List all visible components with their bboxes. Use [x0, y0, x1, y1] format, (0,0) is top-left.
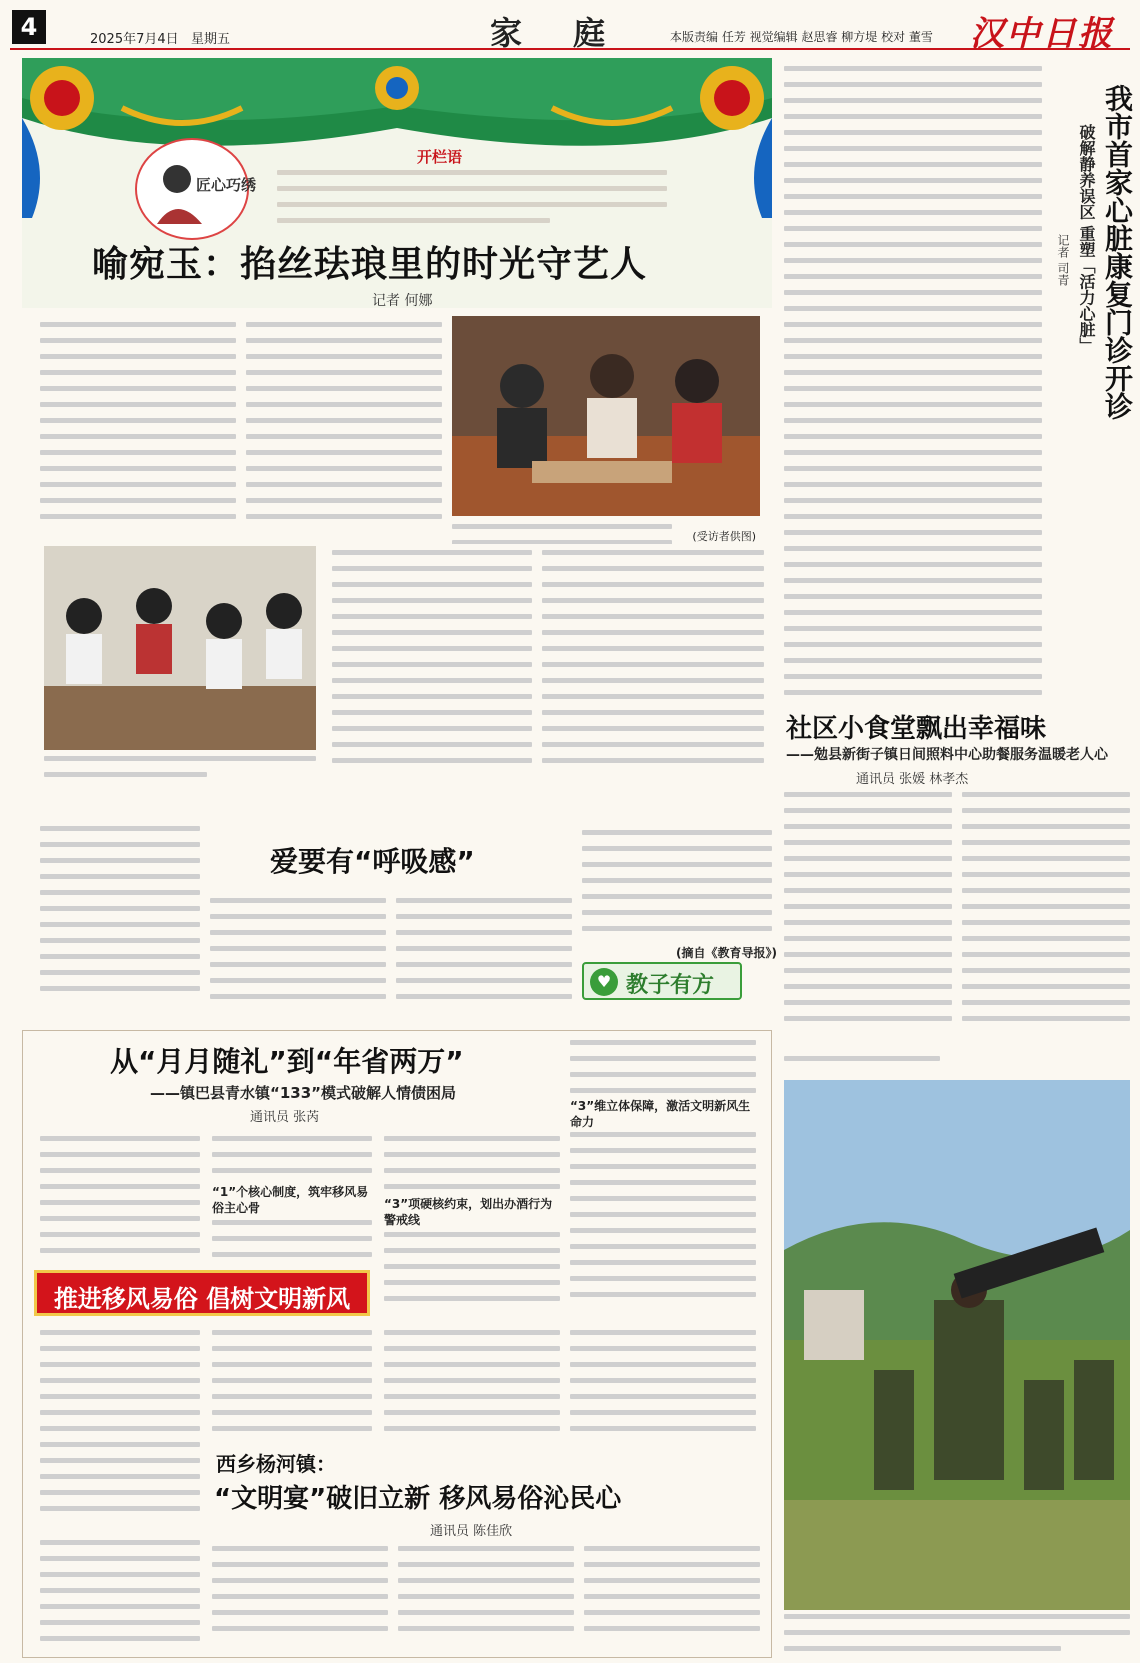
feature-body-col3 — [332, 550, 532, 786]
feature-body-col2 — [246, 322, 442, 542]
customs-subhead-3: “3”维立体保障，激活文明新风生命力 — [570, 1099, 751, 1129]
customs-body-col4b — [570, 1132, 756, 1312]
masthead — [10, 6, 1130, 54]
customs-body-col1 — [40, 1136, 200, 1266]
banquet-kicker: 西乡杨河镇： — [216, 1452, 336, 1476]
banquet-body-col3 — [398, 1546, 574, 1650]
parenting-source: (摘自《教育导报》) — [676, 946, 777, 960]
banquet-headline: “文明宴”破旧立新 移风易俗沁民心 — [214, 1484, 622, 1514]
feature-headline: 喻宛玉：掐丝珐琅里的时光守艺人 — [92, 244, 648, 285]
customs-body-col2a — [212, 1136, 372, 1186]
customs-body-col2b — [212, 1220, 372, 1270]
canteen-subhead: ——勉县新街子镇日间照料中心助餐服务温暖老人心 — [786, 747, 1108, 763]
clinic-subhead: 破解静养误区 重塑「活力心脏」 — [1077, 124, 1096, 354]
issue-date: 2025年7月4日 星期五 — [90, 32, 231, 47]
customs-body-lower3 — [384, 1330, 560, 1440]
customs-byline: 通讯员 张芮 — [250, 1110, 320, 1125]
parenting-body-col1 — [40, 826, 200, 1002]
customs-body-lower4 — [570, 1330, 756, 1440]
canteen-headline: 社区小食堂飘出幸福味 — [786, 714, 1047, 744]
banquet-body-col2 — [212, 1546, 388, 1650]
clinic-byline: 记者 司青 — [1056, 234, 1070, 286]
editor-credits: 本版责编 任芳 视觉编辑 赵思睿 柳方堤 校对 董雪 — [670, 30, 933, 44]
clinic-headline-block — [1050, 84, 1134, 484]
parenting-headline: 爱要有“呼吸感” — [270, 845, 475, 878]
customs-body-col4a — [570, 1040, 756, 1100]
feature-byline: 记者 何娜 — [372, 293, 433, 309]
customs-subhead-1: “1”个核心制度，筑牢移风易俗主心骨 — [212, 1185, 369, 1215]
parenting-body-col4 — [582, 830, 772, 950]
feature-body-col1 — [40, 322, 236, 542]
customs-subhead-2: “3”项硬核约束，划出办酒行为警戒线 — [384, 1197, 553, 1227]
parenting-body-col3 — [396, 898, 572, 1006]
feature-body-col4 — [542, 550, 764, 786]
customs-body-lower1 — [40, 1330, 200, 1530]
clinic-body-col — [784, 66, 1042, 698]
customs-body-lower2 — [212, 1330, 372, 1440]
parenting-badge: ♥ 教子有方 — [582, 962, 742, 1000]
family-icon: ♥ — [590, 968, 618, 996]
canteen-byline: 通讯员 张媛 林孝杰 — [856, 772, 969, 787]
customs-subhead: ——镇巴县青水镇“133”模式破解人情债困局 — [150, 1084, 457, 1102]
customs-headline: 从“月月随礼”到“年省两万” — [110, 1045, 464, 1078]
customs-body-col3b — [384, 1232, 560, 1312]
banquet-body-col4 — [584, 1546, 760, 1650]
feature-banner — [22, 58, 772, 308]
cadets-photo-caption — [784, 1614, 1130, 1658]
paper-logo: 汉中日报 — [970, 14, 1114, 54]
feature-photo-kids — [44, 546, 316, 750]
clinic-headline: 我市首家心脏康复门诊开诊 — [1101, 84, 1134, 420]
canteen-body-tail — [784, 1056, 1130, 1072]
column-badge: 匠心巧绣 — [132, 134, 272, 244]
canteen-body-col2 — [962, 792, 1130, 1042]
feature-photo-workshop — [452, 316, 760, 516]
page-number: 4 — [12, 10, 46, 44]
canteen-body-col1 — [784, 792, 952, 1042]
feature-photo1-caption: (受访者供图) — [452, 520, 760, 546]
banquet-body-col1 — [40, 1540, 200, 1650]
banquet-byline: 通讯员 陈佳欣 — [430, 1524, 513, 1539]
parenting-body-col2 — [210, 898, 386, 1006]
customs-body-col3a — [384, 1136, 560, 1196]
cadets-photo — [784, 1080, 1130, 1610]
column-tag: 开栏语 — [417, 148, 463, 166]
customs-banner: 推进移风易俗 倡树文明新风 — [34, 1270, 370, 1316]
feature-photo2-caption — [44, 756, 316, 782]
section-title: 家 庭 — [490, 14, 626, 52]
